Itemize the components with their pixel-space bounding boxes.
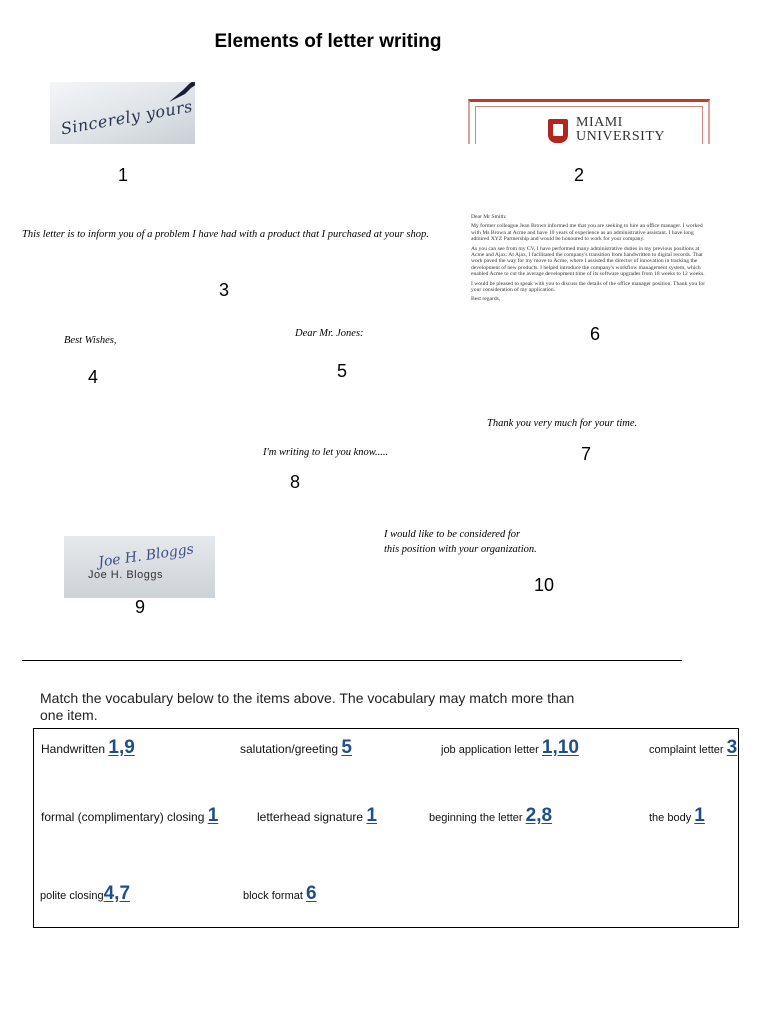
dear-jones-snippet: Dear Mr. Jones: bbox=[295, 328, 364, 339]
complaint-snippet: This letter is to inform you of a problem I have had with a product that I purchased at your shop. bbox=[22, 229, 429, 240]
letter-paragraph-1: My former colleague Jean Brown informed me that you are seeking to hire an office manager. I worked with Ms Brown at Acme and have 10 years of experience as an administrative assistant. I have long admired XYZ Partnership and would be honoured to work for your company. bbox=[471, 223, 703, 243]
thank-you-snippet: Thank you very much for your time. bbox=[487, 418, 638, 429]
item-number-1: 1 bbox=[118, 165, 129, 185]
miami-line1: MIAMI bbox=[576, 115, 623, 130]
vocab-item bbox=[649, 805, 705, 827]
item-number-4: 4 bbox=[88, 367, 99, 387]
vocab-answer: 1,9 bbox=[108, 737, 135, 758]
signature-script: Joe H. Bloggs bbox=[97, 541, 195, 571]
vocab-answer: 3 bbox=[726, 737, 738, 758]
letter-closing: Best regards, bbox=[471, 296, 501, 303]
vocab-label: letterhead signature bbox=[257, 810, 367, 824]
vocab-item bbox=[41, 737, 135, 759]
pen-icon bbox=[167, 82, 195, 104]
item-number-3: 3 bbox=[219, 280, 230, 300]
divider bbox=[22, 660, 682, 661]
vocab-answer: 1 bbox=[694, 805, 705, 826]
item-number-2: 2 bbox=[574, 165, 585, 185]
vocab-item bbox=[41, 805, 218, 827]
vocab-answer: 6 bbox=[305, 883, 317, 904]
page-title: Elements of letter writing bbox=[214, 31, 442, 52]
vocab-label: job application letter bbox=[441, 744, 542, 756]
vocab-label: polite closing bbox=[40, 890, 104, 902]
block-format-letter bbox=[471, 214, 709, 318]
sincerely-script: Sincerely yours bbox=[59, 96, 195, 139]
vocab-item bbox=[40, 883, 130, 905]
vocab-item bbox=[240, 737, 352, 759]
considered-snippet-line1: I would like to be considered for bbox=[384, 529, 521, 540]
item-number-6: 6 bbox=[590, 324, 601, 344]
vocab-label: complaint letter bbox=[649, 744, 727, 756]
vocab-label: formal (complimentary) closing bbox=[41, 810, 208, 824]
vocab-label: Handwritten bbox=[41, 742, 109, 756]
sincerely-image bbox=[50, 82, 195, 144]
item-number-10: 10 bbox=[534, 575, 555, 595]
item-number-7: 7 bbox=[581, 444, 592, 464]
item-number-8: 8 bbox=[290, 472, 301, 492]
vocab-item bbox=[441, 737, 579, 759]
vocab-item bbox=[429, 805, 552, 827]
university-seal-icon bbox=[548, 119, 568, 143]
vocab-label: beginning the letter bbox=[429, 812, 526, 824]
considered-snippet-line2: this position with your organization. bbox=[384, 544, 537, 555]
vocab-label: the body bbox=[649, 812, 695, 824]
signature-name: Joe H. Bloggs bbox=[88, 569, 163, 581]
vocab-label: salutation/greeting bbox=[240, 742, 342, 756]
miami-line2: UNIVERSITY bbox=[576, 129, 665, 144]
vocabulary-box bbox=[33, 728, 739, 928]
best-wishes-snippet: Best Wishes, bbox=[64, 335, 117, 346]
vocab-answer: 1,10 bbox=[541, 737, 579, 758]
vocab-item bbox=[243, 883, 317, 905]
item-number-5: 5 bbox=[337, 361, 348, 381]
vocab-item bbox=[257, 805, 377, 827]
vocab-answer: 4,7 bbox=[103, 883, 131, 904]
instructions: Match the vocabulary below to the items above. The vocabulary may match more than one item. bbox=[40, 690, 575, 723]
letter-paragraph-3: I would be pleased to speak with you to discuss the details of the office manager position. Thank you for your consideration of my application. bbox=[471, 280, 706, 294]
letter-paragraph-2: As you can see from my CV, I have performed many administrative duties in my previous positions at Acme and Ajax. At Ajax, I facilitated the company's transition from handwritten to digital records. That work paved the way for my move to Acme, where I assisted the director of innovation in tracking the development of new products. I helped introduce the company's workflow management system, which enabled Acme to cut the average development time of its software upgrades from 18 weeks to 12 weeks. bbox=[471, 245, 705, 278]
vocab-answer: 2,8 bbox=[525, 805, 553, 826]
vocab-answer: 5 bbox=[341, 737, 352, 758]
item-number-9: 9 bbox=[135, 597, 146, 617]
vocab-answer: 1 bbox=[207, 805, 219, 826]
vocab-item bbox=[649, 737, 737, 759]
writing-snippet: I'm writing to let you know..... bbox=[263, 447, 389, 458]
signature-image bbox=[64, 536, 215, 598]
vocab-answer: 1 bbox=[366, 805, 377, 826]
vocab-label: block format bbox=[243, 890, 306, 902]
miami-letterhead-image bbox=[468, 99, 710, 144]
letter-greeting: Dear Mr Smith: bbox=[471, 214, 507, 220]
